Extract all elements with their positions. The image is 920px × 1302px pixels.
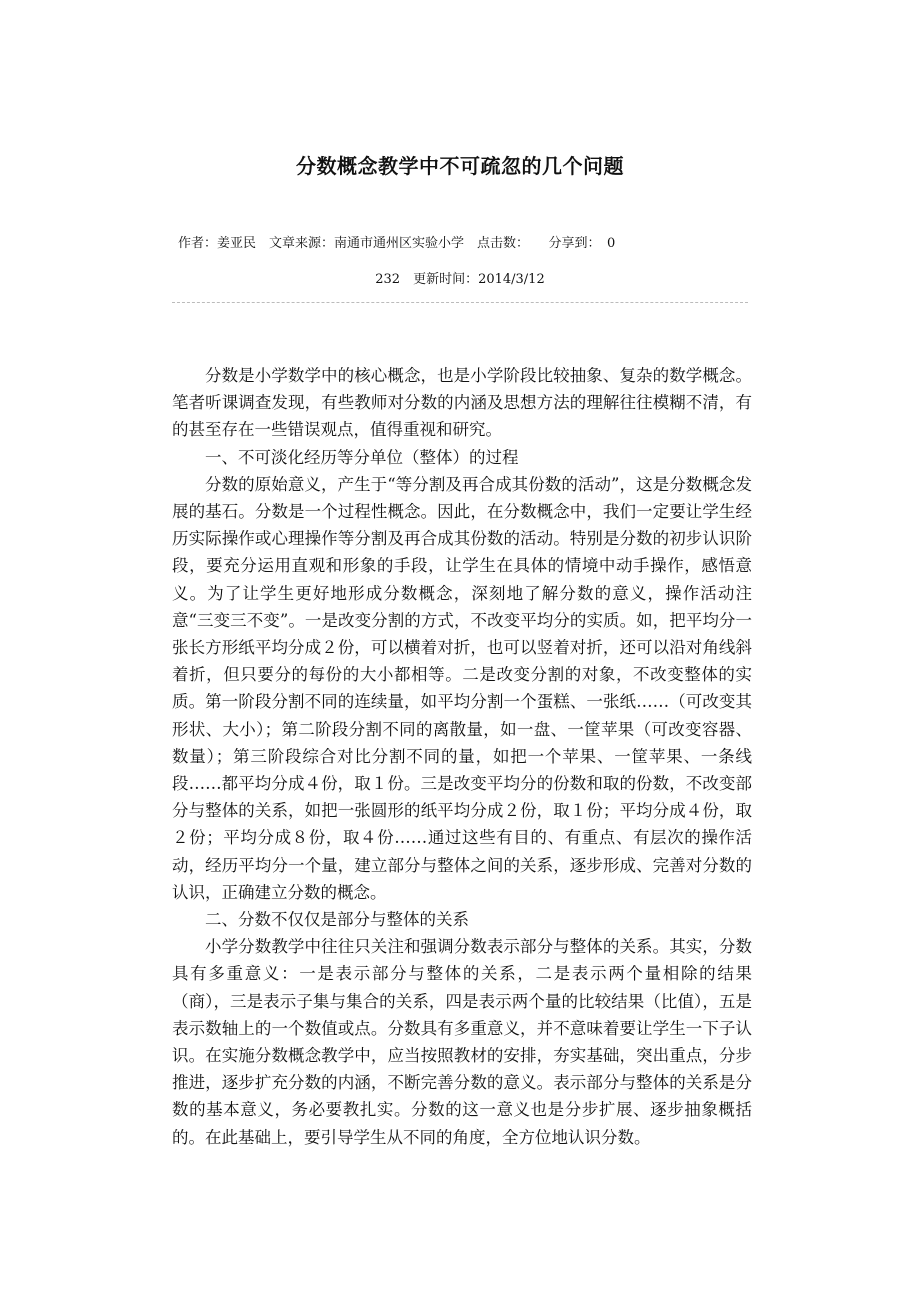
article-body [172, 362, 752, 1151]
paragraph-intro: 分数是小学数学中的核心概念，也是小学阶段比较抽象、复杂的数学概念。笔者听课调查发现，有些教师对分数的内涵及思想方法的理解往往模糊不清，有的甚至存在一些错误观点，值得重视和研究。 [172, 366, 752, 440]
paragraph-section-1: 分数的原始意义，产生于“等分割及再合成其份数的活动”，这是分数概念发展的基石。分数是一个过程性概念。因此，在分数概念中，我们一定要让学生经历实际操作或心理操作等分割及再合成其份数的活动。特别是分数的初步认识阶段，要充分运用直观和形象的手段，让学生在具体的情境中动手操作，感悟意义。为了让学生更好地形成分数概念，深刻地了解分数的意义，操作活动注意“三变三不变”。一是改变分割的方式，不改变平均分的实质。如，把平均分一张长方形纸平均分成２份，可以横着对折，也可以竖着对折，还可以沿对角线斜着折，但只要分的每份的大小都相等。二是改变分割的对象，不改变整体的实质。第一阶段分割不同的连续量，如平均分割一个蛋糕、一张纸……（可改变其形状、大小）；第二阶段分割不同的离散量，如一盘、一筐苹果（可改变容器、数量）；第三阶段综合对比分割不同的量，如把一个苹果、一筐苹果、一条线段……都平均分成４份，取１份。三是改变平均分的份数和取的份数，不改变部分与整体的关系，如把一张圆形的纸平均分成２份，取１份；平均分成４份，取２份；平均分成８份，取４份……通过这些有目的、有重点、有层次的操作活动，经历平均分一个量，建立部分与整体之间的关系，逐步形成、完善对分数的认识，正确建立分数的概念。 [172, 474, 752, 902]
article-meta: 作者：姜亚民 文章来源：南通市通州区实验小学 点击数： 分享到： 0 [178, 236, 616, 251]
page-title: 分数概念教学中不可疏忽的几个问题 [296, 154, 624, 178]
paragraph-section-2: 小学分数教学中往往只关注和强调分数表示部分与整体的关系。其实，分数具有多重意义：一是表示部分与整体的关系，二是表示两个量相除的结果（商），三是表示子集与集合的关系，四是表示两个量的比较结果（比值），五是表示数轴上的一个数值或点。分数具有多重意义，并不意味着要让学生一下子认识。在实施分数概念教学中，应当按照教材的安排，夯实基础，突出重点，分步推进，逐步扩充分数的内涵，不断完善分数的意义。表示部分与整体的关系是分数的基本意义，务必要教扎实。分数的这一意义也是分步扩展、逐步抽象概括的。在此基础上，要引导学生从不同的角度，全方位地认识分数。 [172, 937, 752, 1147]
article-meta-continued: 232 更新时间：2014/3/12 [375, 272, 545, 287]
section-heading-2: 二、分数不仅仅是部分与整体的关系 [205, 910, 469, 930]
divider [172, 302, 748, 303]
section-heading-1: 一、不可淡化经历等分单位（整体）的过程 [205, 447, 519, 467]
